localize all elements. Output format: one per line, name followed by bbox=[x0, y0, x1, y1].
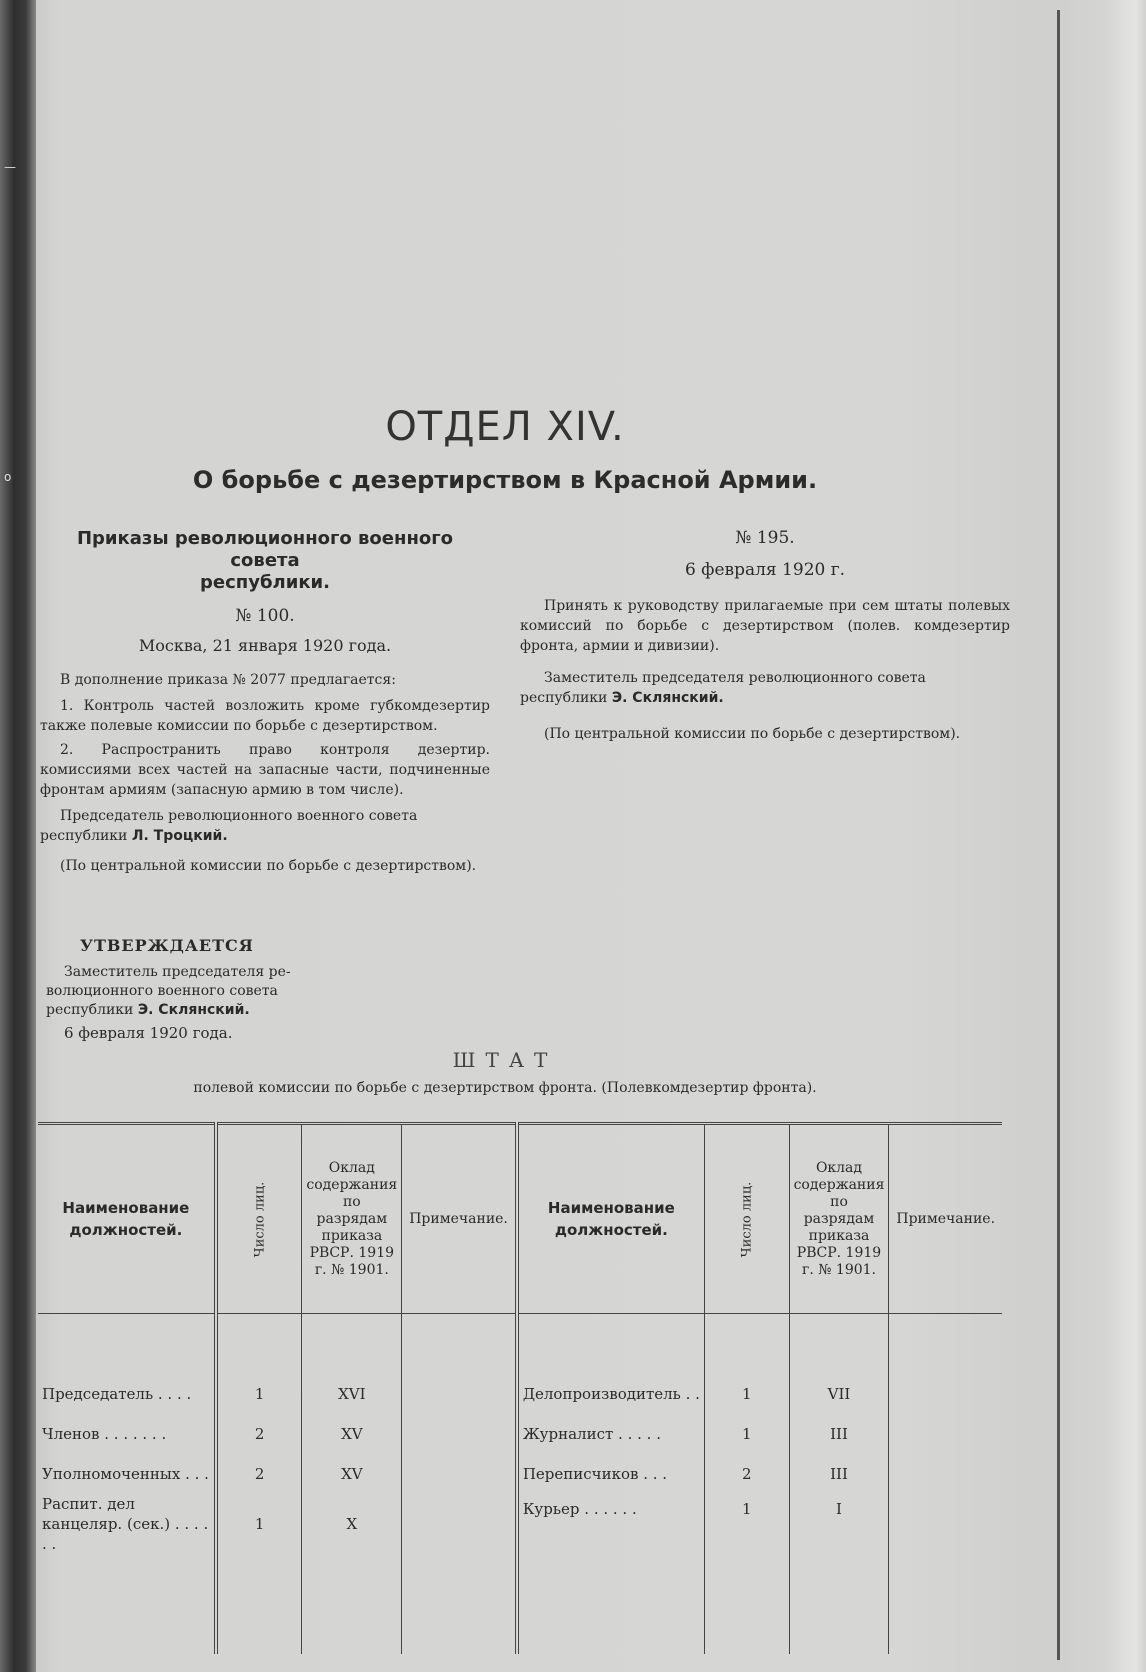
order-number: № 195. bbox=[735, 528, 795, 548]
table-row bbox=[38, 1454, 1002, 1494]
position-count: 1 bbox=[216, 1374, 302, 1414]
table-header-row bbox=[38, 1124, 1002, 1314]
approval-line: волюционного военного совета bbox=[46, 983, 278, 999]
header-salary: Оклад содержания по разрядам приказа РВСР. 1919 г. № 1901. bbox=[302, 1124, 402, 1314]
approval-heading: УТВЕРЖДАЕТСЯ bbox=[80, 936, 254, 955]
position-name: Председатель . . . . bbox=[42, 1385, 192, 1403]
position-name: Делопроизводитель . . bbox=[517, 1374, 705, 1414]
signature-name: Э. Склянский. bbox=[611, 690, 724, 706]
page-right-edge bbox=[1106, 0, 1146, 1672]
position-name: Распит. дел канцеляр. (сек.) . . . . . . bbox=[42, 1495, 209, 1553]
position-count: 1 bbox=[216, 1494, 302, 1554]
header-note: Примечание. bbox=[402, 1124, 517, 1314]
spine-mark: о bbox=[4, 470, 12, 484]
position-name: Уполномоченных . . . bbox=[42, 1465, 209, 1483]
position-grade: III bbox=[789, 1414, 889, 1454]
position-note bbox=[889, 1494, 1002, 1554]
order-signature bbox=[520, 668, 1010, 708]
position-count: 2 bbox=[704, 1454, 789, 1494]
header-salary: Оклад содержания по разрядам приказа РВСР. 1919 г. № 1901. bbox=[789, 1124, 889, 1314]
table-row bbox=[38, 1414, 1002, 1454]
position-count: 1 bbox=[704, 1494, 789, 1554]
position-grade: I bbox=[789, 1494, 889, 1554]
page-edge-rule bbox=[1057, 10, 1060, 1660]
position-name: Курьер . . . . . . bbox=[517, 1494, 705, 1554]
position-note bbox=[402, 1414, 517, 1454]
order-number: № 100. bbox=[235, 606, 295, 626]
signature-text: Заместитель председателя революционного совета республики bbox=[520, 670, 926, 706]
position-name: Членов . . . . . . . bbox=[42, 1425, 167, 1443]
header-name: Наименование должностей. bbox=[517, 1124, 705, 1314]
signature-name: Л. Троцкий. bbox=[131, 828, 228, 844]
order-paragraph: В дополнение приказа № 2077 предлагается: bbox=[60, 672, 396, 688]
position-count: 2 bbox=[216, 1414, 302, 1454]
order-source: (По центральной комиссии по борьбе с дезертирством). bbox=[544, 726, 961, 742]
position-note bbox=[402, 1454, 517, 1494]
staff-table bbox=[38, 1122, 1002, 1654]
order-date: 6 февраля 1920 г. bbox=[684, 560, 846, 580]
position-count: 1 bbox=[704, 1374, 789, 1414]
position-grade: III bbox=[789, 1454, 889, 1494]
position-note bbox=[889, 1454, 1002, 1494]
position-note bbox=[889, 1414, 1002, 1454]
right-order bbox=[520, 528, 1010, 744]
position-count: 1 bbox=[704, 1414, 789, 1454]
position-count: 2 bbox=[216, 1454, 302, 1494]
approval-text: республики bbox=[46, 1002, 134, 1018]
order-heading-line2: республики. bbox=[200, 572, 330, 593]
order-place-date: Москва, 21 января 1920 года. bbox=[138, 636, 392, 655]
order-heading-line1: Приказы революционного военного совета bbox=[76, 528, 454, 571]
table-spacer-row bbox=[38, 1554, 1002, 1654]
position-grade: X bbox=[302, 1494, 402, 1554]
position-grade: VII bbox=[789, 1374, 889, 1414]
table-spacer-row bbox=[38, 1314, 1002, 1375]
approval-line: Заместитель председателя ре- bbox=[64, 964, 291, 980]
order-source: (По центральной комиссии по борьбе с дезертирством). bbox=[60, 858, 477, 874]
position-grade: XVI bbox=[302, 1374, 402, 1414]
header-count-label: Число лиц. bbox=[252, 1181, 268, 1257]
header-count-label: Число лиц. bbox=[739, 1181, 755, 1257]
signature-text: Председатель революционного военного совета республики bbox=[40, 808, 418, 844]
left-order bbox=[40, 528, 490, 876]
position-grade: XV bbox=[302, 1414, 402, 1454]
header-count bbox=[704, 1124, 789, 1314]
order-signature bbox=[40, 806, 490, 846]
position-note bbox=[402, 1374, 517, 1414]
position-grade: XV bbox=[302, 1454, 402, 1494]
book-spine-shadow bbox=[0, 0, 36, 1672]
spine-mark: — bbox=[4, 160, 16, 174]
header-name: Наименование должностей. bbox=[62, 1199, 190, 1239]
approval-line bbox=[46, 1001, 306, 1020]
section-subtitle: О борьбе с дезертирством в Красной Армии. bbox=[192, 466, 818, 494]
section-title: ОТДЕЛ XIV. bbox=[385, 404, 625, 450]
staff-title: ШТАТ bbox=[452, 1048, 558, 1072]
approval-signature-name: Э. Склянский. bbox=[137, 1002, 250, 1018]
order-paragraph: Принять к руководству прилагаемые при сем штаты полевых комиссий по борьбе с дезертирством (полев. комдезертир фронта, армии и дивизии). bbox=[520, 598, 1010, 654]
position-name: Переписчиков . . . bbox=[517, 1454, 705, 1494]
table-row bbox=[38, 1494, 1002, 1554]
staff-subtitle: полевой комиссии по борьбе с дезертирством фронта. (Полевкомдезертир фронта). bbox=[193, 1080, 817, 1096]
header-note: Примечание. bbox=[889, 1124, 1002, 1314]
approval-date: 6 февраля 1920 года. bbox=[64, 1024, 233, 1042]
header-count bbox=[216, 1124, 302, 1314]
position-note bbox=[889, 1374, 1002, 1414]
position-name: Журналист . . . . . bbox=[517, 1414, 705, 1454]
order-paragraph: 1. Контроль частей возложить кроме губкомдезертир также полевые комиссии по борьбе с дезертирством. bbox=[40, 698, 490, 734]
table-row bbox=[38, 1374, 1002, 1414]
approval-block bbox=[46, 936, 306, 1043]
position-note bbox=[402, 1494, 517, 1554]
order-paragraph: 2. Распространить право контроля дезертир. комиссиями всех частей на запасные части, подчиненные фронтам армиям (запасную армию в том числе). bbox=[40, 742, 490, 798]
